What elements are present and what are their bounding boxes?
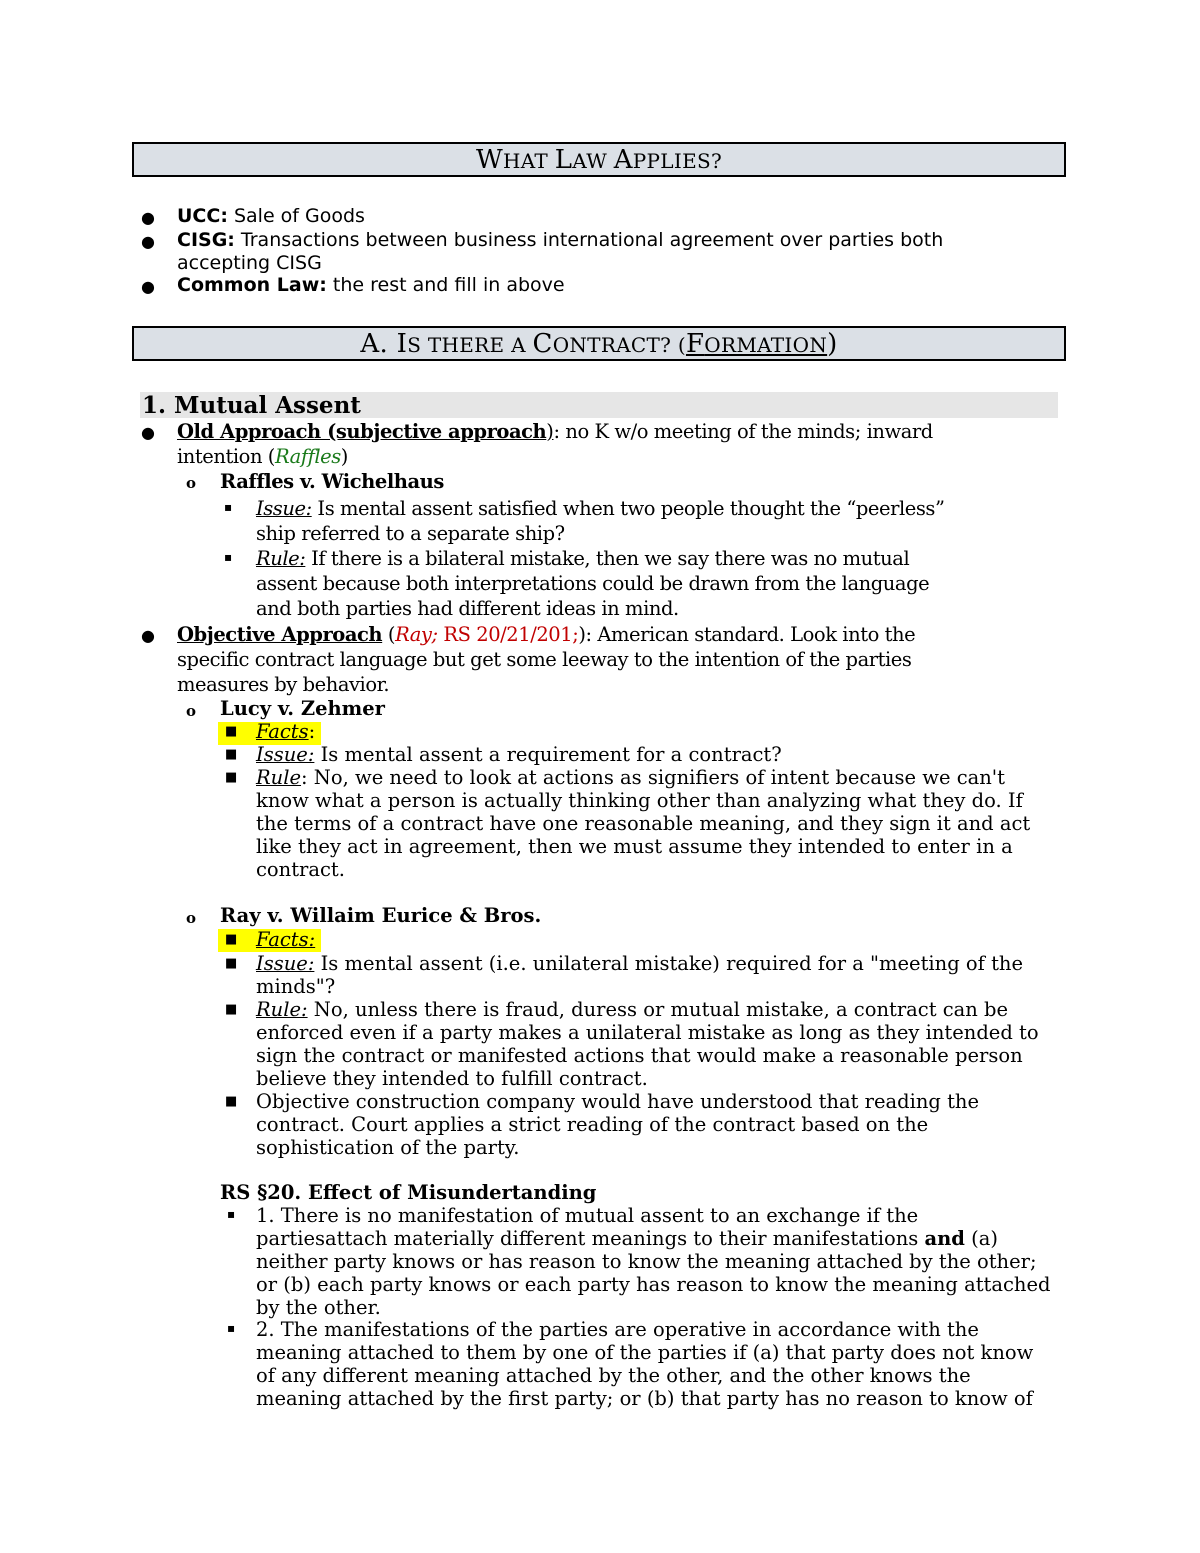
square-bullet-icon: ■ [225, 932, 238, 947]
law-text: the rest and fill in above [326, 274, 565, 296]
law-text-cont: accepting CISG [177, 252, 322, 274]
old-approach-label: Old Approach (subjective approach [177, 420, 547, 443]
text: ): American standard. Look into the [578, 623, 916, 646]
heading-close: ) [827, 329, 838, 359]
lucy-facts [256, 720, 315, 743]
facts-label: Facts [256, 720, 309, 743]
issue-label: Issue: [256, 743, 315, 766]
ray-objective-cont: sophistication of the party. [256, 1136, 520, 1159]
rs20-p2: 2. The manifestations of the parties are operative in accordance with the [256, 1318, 979, 1341]
law-label: CISG: [177, 229, 235, 251]
rs20-p2-cont: meaning attached by the first party; or (b) that party has no reason to know of [256, 1387, 1033, 1410]
rule-label: Rule [256, 766, 302, 789]
rs20-title: RS §20. Effect of Misundertanding [220, 1181, 597, 1204]
text: If there is a bilateral mistake, then we say there was no mutual [305, 547, 910, 570]
objective-approach-line [177, 623, 915, 646]
square-bullet-icon: ■ [225, 770, 238, 785]
lucy-rule [256, 766, 1005, 789]
square-bullet-icon: ■ [225, 956, 238, 971]
bullet-icon: ● [141, 423, 155, 442]
ray-issue-cont: minds"? [256, 975, 336, 998]
rs20-p2-cont: meaning attached to them by one of the parties if (a) that party does not know [256, 1341, 1034, 1364]
heading-letter: A [613, 145, 633, 175]
rs20-p1: 1. There is no manifestation of mutual assent to an exchange if the [256, 1204, 919, 1227]
old-approach-line [177, 420, 933, 443]
old-approach-close: ) [546, 420, 554, 443]
issue-label: Issue: [256, 952, 315, 975]
ray-facts [256, 928, 315, 951]
text: Is mental assent satisfied when two people thought the “peerless” [311, 497, 945, 520]
raffles-rule-cont: assent because both interpretations could be drawn from the language [256, 572, 930, 595]
objective-cont: specific contract language but get some leeway to the intention of the parties [177, 648, 912, 671]
case-cite: Raffles [274, 445, 341, 468]
law-label: UCC: [177, 205, 228, 227]
bullet-icon: ● [141, 277, 155, 296]
circle-bullet-icon: o [186, 474, 196, 492]
heading-letter: W [475, 145, 503, 175]
law-label: Common Law: [177, 274, 327, 296]
lucy-rule-cont: contract. [256, 858, 345, 881]
mutual-assent-title: 1. Mutual Assent [142, 392, 361, 419]
case-title-lucy: Lucy v. Zehmer [220, 697, 385, 720]
rs20-p2-cont: of any different meaning attached by the other, and the other knows the [256, 1364, 971, 1387]
lucy-rule-cont: know what a person is actually thinking other than analyzing what they do. If [256, 789, 1023, 812]
text: partiesattach materially different meanings to their manifestations [256, 1227, 925, 1250]
ray-objective: Objective construction company would have understood that reading the [256, 1090, 980, 1113]
case-title-raffles: Raffles v. Wichelhaus [220, 470, 444, 493]
text: : [308, 720, 316, 743]
list-item [177, 205, 365, 227]
ray-objective-cont: contract. Court applies a strict reading of the contract based on the [256, 1113, 929, 1136]
what-law-applies-heading [132, 142, 1066, 177]
text: Is mental assent (i.e. unilateral mistake) required for a "meeting of the [314, 952, 1023, 975]
lucy-rule-cont: like they act in agreement, then we must assume they intended to enter in a [256, 835, 1013, 858]
list-item [177, 229, 943, 251]
law-text: Sale of Goods [227, 205, 365, 227]
case-title-ray: Ray v. Willaim Eurice & Bros. [220, 904, 542, 927]
facts-label: Facts: [256, 928, 316, 951]
objective-cont: measures by behavior. [177, 673, 390, 696]
rule-label: Rule: [256, 547, 306, 570]
issue-label: Issue: [256, 497, 312, 520]
law-text: Transactions between business international agreement over parties both [234, 229, 944, 251]
text: ( [382, 623, 396, 646]
heading-smallcaps: HAT [502, 149, 555, 173]
heading-smallcaps: S THERE A [407, 333, 533, 357]
raffles-issue [256, 497, 945, 520]
lucy-rule-cont: the terms of a contract have one reasonable meaning, and they sign it and act [256, 812, 1031, 835]
text: (a) [964, 1227, 998, 1250]
rs-cite: RS 20/21/201; [437, 623, 579, 646]
raffles-rule [256, 547, 909, 570]
square-bullet-icon: ▪ [227, 1207, 236, 1221]
old-approach-line2 [177, 445, 348, 468]
formation-word [686, 329, 827, 359]
text: Is mental assent a requirement for a contract? [314, 743, 782, 766]
circle-bullet-icon: o [186, 702, 197, 720]
list-item [177, 274, 565, 296]
rs20-p1-cont: neither party knows or has reason to know the meaning attached by the other; [256, 1250, 1037, 1273]
square-bullet-icon: ▪ [227, 1321, 236, 1335]
rs20-p1-cont [256, 1227, 998, 1250]
text: No, unless there is fraud, duress or mutual mistake, a contract can be [307, 998, 1009, 1021]
ray-rule-cont: enforced even if a party makes a unilateral mistake as long as they intended to [256, 1021, 1039, 1044]
ray-issue [256, 952, 1023, 975]
bullet-icon: ● [141, 208, 155, 227]
square-bullet-icon: ▪ [224, 500, 232, 514]
old-approach-text: : no K w/o meeting of the minds; inward [553, 420, 933, 443]
heading-letter: I [396, 329, 408, 359]
text: : No, we need to look at actions as signifiers of intent because we can't [301, 766, 1005, 789]
heading-smallcaps: ONTRACT? ( [552, 333, 686, 357]
rs20-p1-cont: or (b) each party knows or each party has reason to know the meaning attached [256, 1273, 1051, 1296]
rs20-p1-cont: by the other. [256, 1296, 381, 1319]
heading-smallcaps: AW [572, 149, 614, 173]
square-bullet-icon: ▪ [224, 550, 232, 564]
heading-prefix: A. [360, 329, 397, 359]
square-bullet-icon: ■ [225, 747, 238, 762]
heading-smallcaps: ORMATION [704, 333, 828, 357]
rule-label: Rule: [256, 998, 308, 1021]
heading-letter: C [532, 329, 553, 359]
case-cite: Ray; [395, 623, 438, 646]
heading-smallcaps: PPLIES? [632, 149, 723, 173]
bullet-icon: ● [141, 232, 155, 251]
heading-letter: F [685, 329, 705, 359]
text: ) [340, 445, 348, 468]
heading-letter: L [554, 145, 573, 175]
raffles-issue-cont: ship referred to a separate ship? [256, 522, 565, 545]
circle-bullet-icon: o [186, 909, 197, 927]
text: intention ( [177, 445, 275, 468]
square-bullet-icon: ■ [225, 724, 238, 739]
ray-rule-cont: sign the contract or manifested actions that would make a reasonable person [256, 1044, 1023, 1067]
ray-rule-cont: believe they intended to fulfill contract. [256, 1067, 648, 1090]
formation-heading [132, 326, 1066, 361]
objective-approach-label: Objective Approach [177, 623, 383, 646]
square-bullet-icon: ■ [225, 1002, 238, 1017]
square-bullet-icon: ■ [225, 1094, 238, 1109]
lucy-issue [256, 743, 782, 766]
bullet-icon: ● [141, 626, 155, 645]
and-emphasis: and [924, 1227, 965, 1250]
ray-rule [256, 998, 1008, 1021]
raffles-rule-cont: and both parties had different ideas in mind. [256, 597, 679, 620]
